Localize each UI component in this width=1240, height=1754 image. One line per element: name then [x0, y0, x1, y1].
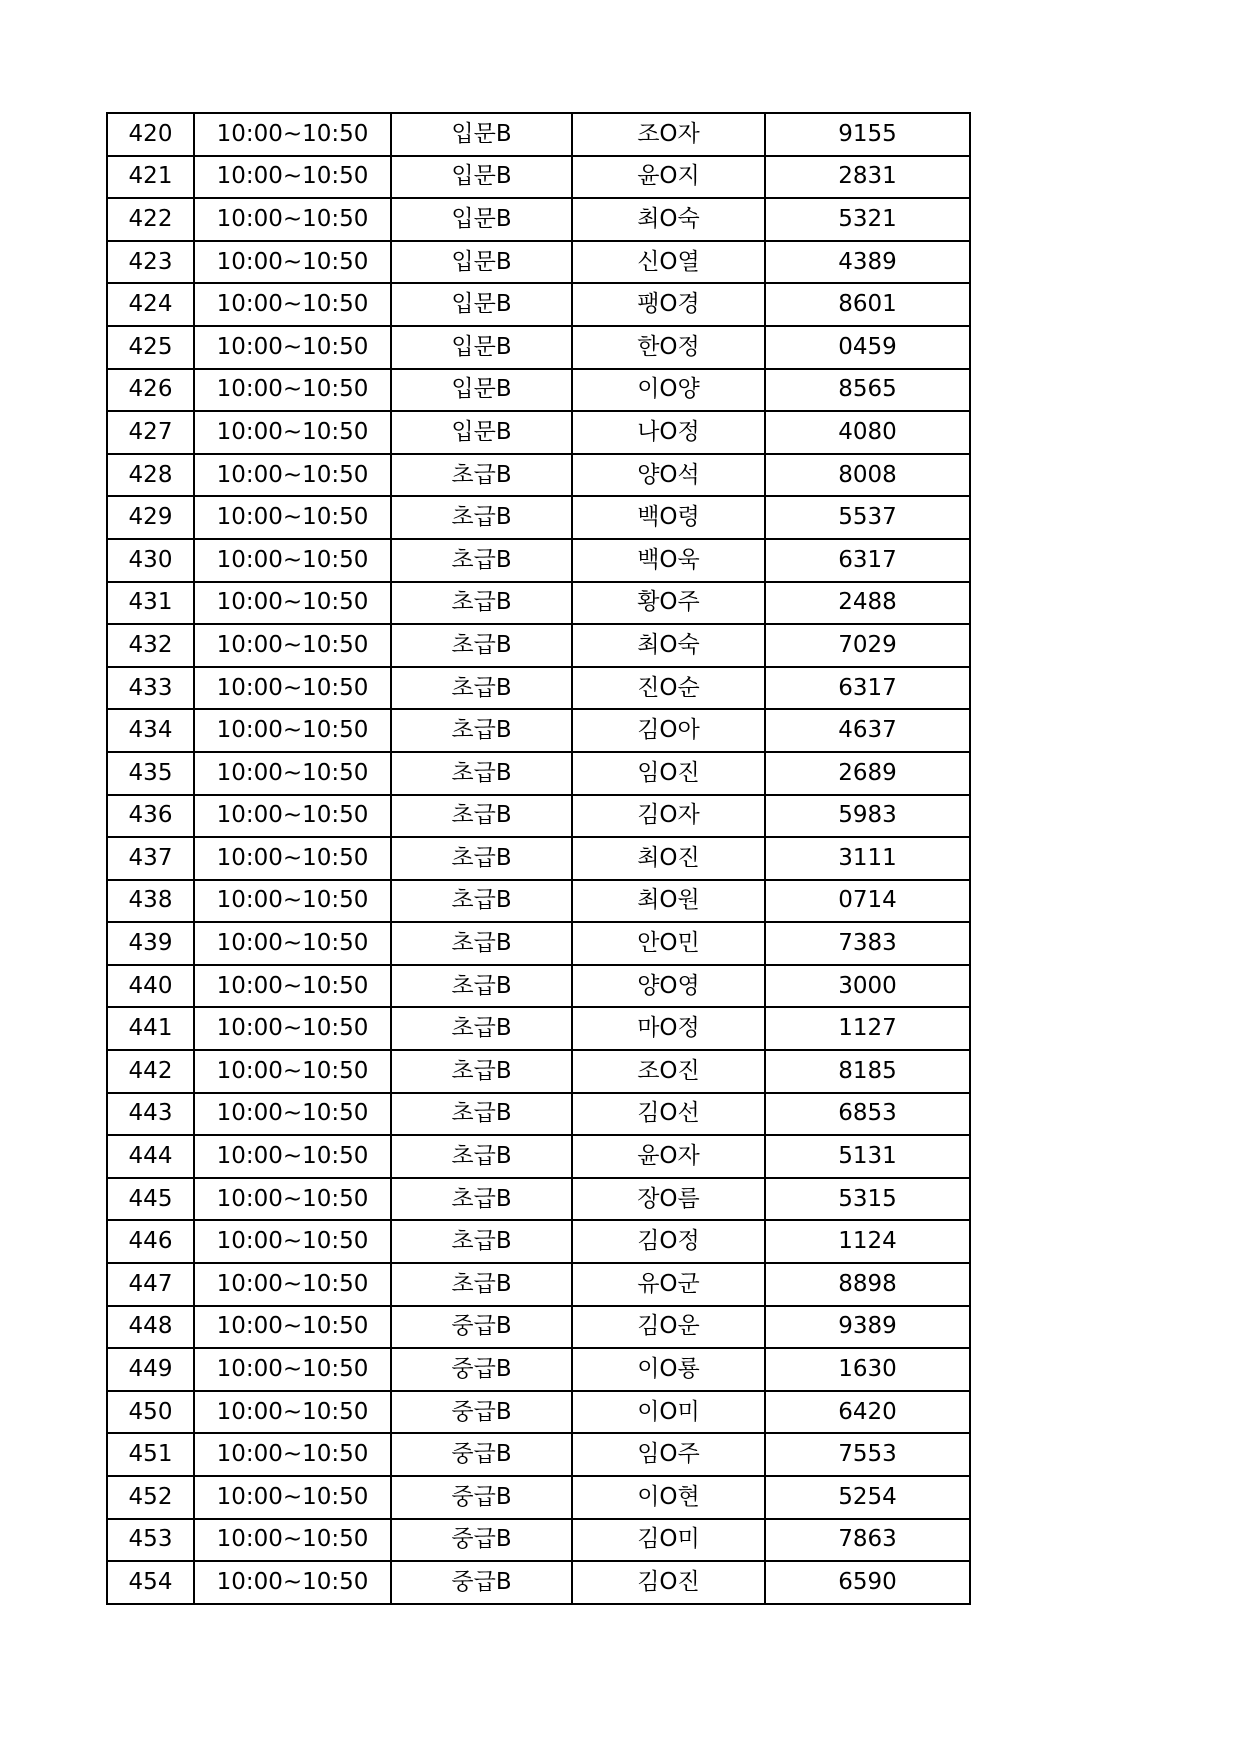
cell-time: 10:00~10:50	[194, 922, 391, 965]
table-row	[107, 496, 970, 539]
cell-level: 초급B	[391, 752, 572, 795]
cell-code: 9155	[765, 113, 970, 156]
table-row	[107, 326, 970, 369]
cell-time: 10:00~10:50	[194, 1220, 391, 1263]
table-row	[107, 1561, 970, 1604]
cell-level: 중급B	[391, 1306, 572, 1349]
cell-name: 황O주	[572, 582, 765, 625]
cell-name: 이O룡	[572, 1348, 765, 1391]
cell-time: 10:00~10:50	[194, 880, 391, 923]
cell-name: 이O양	[572, 369, 765, 412]
cell-code: 6590	[765, 1561, 970, 1604]
table-row	[107, 667, 970, 710]
cell-name: 최O숙	[572, 624, 765, 667]
cell-level: 초급B	[391, 1220, 572, 1263]
cell-number: 425	[107, 326, 194, 369]
cell-code: 8008	[765, 454, 970, 497]
table-row	[107, 369, 970, 412]
cell-level: 초급B	[391, 1263, 572, 1306]
table-row	[107, 795, 970, 838]
cell-code: 0714	[765, 880, 970, 923]
cell-time: 10:00~10:50	[194, 156, 391, 199]
cell-number: 451	[107, 1433, 194, 1476]
table-row	[107, 156, 970, 199]
cell-time: 10:00~10:50	[194, 1433, 391, 1476]
cell-level: 중급B	[391, 1433, 572, 1476]
cell-name: 장O름	[572, 1178, 765, 1221]
cell-name: 임O진	[572, 752, 765, 795]
cell-name: 이O미	[572, 1391, 765, 1434]
cell-code: 1124	[765, 1220, 970, 1263]
cell-number: 450	[107, 1391, 194, 1434]
cell-level: 입문B	[391, 241, 572, 284]
cell-number: 437	[107, 837, 194, 880]
cell-code: 8601	[765, 283, 970, 326]
cell-number: 444	[107, 1135, 194, 1178]
cell-level: 초급B	[391, 1178, 572, 1221]
table-row	[107, 1519, 970, 1562]
cell-number: 441	[107, 1007, 194, 1050]
cell-time: 10:00~10:50	[194, 582, 391, 625]
table-row	[107, 1391, 970, 1434]
cell-level: 중급B	[391, 1348, 572, 1391]
cell-code: 7863	[765, 1519, 970, 1562]
cell-level: 초급B	[391, 582, 572, 625]
cell-number: 423	[107, 241, 194, 284]
cell-code: 6420	[765, 1391, 970, 1434]
table-row	[107, 1050, 970, 1093]
cell-number: 428	[107, 454, 194, 497]
cell-code: 5321	[765, 198, 970, 241]
cell-level: 입문B	[391, 369, 572, 412]
cell-level: 입문B	[391, 198, 572, 241]
cell-name: 신O열	[572, 241, 765, 284]
cell-time: 10:00~10:50	[194, 496, 391, 539]
cell-name: 이O현	[572, 1476, 765, 1519]
cell-code: 4080	[765, 411, 970, 454]
cell-time: 10:00~10:50	[194, 667, 391, 710]
cell-code: 6853	[765, 1093, 970, 1136]
cell-number: 424	[107, 283, 194, 326]
cell-number: 446	[107, 1220, 194, 1263]
cell-code: 8185	[765, 1050, 970, 1093]
cell-time: 10:00~10:50	[194, 411, 391, 454]
table-row	[107, 709, 970, 752]
table-row	[107, 1093, 970, 1136]
cell-time: 10:00~10:50	[194, 795, 391, 838]
cell-name: 김O정	[572, 1220, 765, 1263]
cell-level: 중급B	[391, 1391, 572, 1434]
cell-time: 10:00~10:50	[194, 1391, 391, 1434]
cell-time: 10:00~10:50	[194, 1348, 391, 1391]
cell-number: 449	[107, 1348, 194, 1391]
cell-number: 429	[107, 496, 194, 539]
table-row	[107, 582, 970, 625]
cell-level: 중급B	[391, 1519, 572, 1562]
table-row	[107, 113, 970, 156]
cell-level: 초급B	[391, 795, 572, 838]
cell-number: 427	[107, 411, 194, 454]
cell-code: 8898	[765, 1263, 970, 1306]
cell-time: 10:00~10:50	[194, 1476, 391, 1519]
cell-code: 7553	[765, 1433, 970, 1476]
table-row	[107, 1433, 970, 1476]
cell-code: 5537	[765, 496, 970, 539]
cell-number: 440	[107, 965, 194, 1008]
table-row	[107, 922, 970, 965]
cell-level: 초급B	[391, 624, 572, 667]
cell-number: 430	[107, 539, 194, 582]
cell-name: 최O진	[572, 837, 765, 880]
cell-number: 422	[107, 198, 194, 241]
cell-number: 443	[107, 1093, 194, 1136]
table-row	[107, 1306, 970, 1349]
cell-level: 입문B	[391, 411, 572, 454]
table-row	[107, 965, 970, 1008]
cell-level: 입문B	[391, 156, 572, 199]
cell-time: 10:00~10:50	[194, 752, 391, 795]
cell-time: 10:00~10:50	[194, 1135, 391, 1178]
cell-level: 초급B	[391, 667, 572, 710]
cell-name: 김O아	[572, 709, 765, 752]
table-row	[107, 1135, 970, 1178]
cell-number: 426	[107, 369, 194, 412]
table-row	[107, 283, 970, 326]
cell-number: 452	[107, 1476, 194, 1519]
table-row	[107, 1263, 970, 1306]
cell-name: 조O진	[572, 1050, 765, 1093]
cell-number: 448	[107, 1306, 194, 1349]
table-row	[107, 241, 970, 284]
cell-name: 백O령	[572, 496, 765, 539]
cell-name: 김O진	[572, 1561, 765, 1604]
cell-time: 10:00~10:50	[194, 965, 391, 1008]
cell-name: 윤O지	[572, 156, 765, 199]
cell-level: 초급B	[391, 539, 572, 582]
cell-code: 4389	[765, 241, 970, 284]
cell-level: 입문B	[391, 326, 572, 369]
table-row	[107, 752, 970, 795]
cell-code: 2689	[765, 752, 970, 795]
cell-name: 백O욱	[572, 539, 765, 582]
cell-code: 5131	[765, 1135, 970, 1178]
cell-time: 10:00~10:50	[194, 1306, 391, 1349]
cell-name: 안O민	[572, 922, 765, 965]
cell-level: 초급B	[391, 496, 572, 539]
cell-name: 임O주	[572, 1433, 765, 1476]
cell-time: 10:00~10:50	[194, 624, 391, 667]
cell-code: 5983	[765, 795, 970, 838]
table-row	[107, 1007, 970, 1050]
cell-number: 454	[107, 1561, 194, 1604]
cell-level: 초급B	[391, 1050, 572, 1093]
cell-name: 한O정	[572, 326, 765, 369]
table-row	[107, 539, 970, 582]
table-row	[107, 454, 970, 497]
cell-level: 초급B	[391, 922, 572, 965]
cell-code: 1630	[765, 1348, 970, 1391]
cell-name: 양O영	[572, 965, 765, 1008]
cell-name: 최O숙	[572, 198, 765, 241]
table-row	[107, 1476, 970, 1519]
cell-name: 유O군	[572, 1263, 765, 1306]
cell-number: 439	[107, 922, 194, 965]
cell-code: 9389	[765, 1306, 970, 1349]
cell-name: 윤O자	[572, 1135, 765, 1178]
cell-time: 10:00~10:50	[194, 198, 391, 241]
cell-code: 8565	[765, 369, 970, 412]
cell-code: 4637	[765, 709, 970, 752]
cell-code: 6317	[765, 667, 970, 710]
cell-time: 10:00~10:50	[194, 1050, 391, 1093]
cell-level: 초급B	[391, 454, 572, 497]
cell-code: 3000	[765, 965, 970, 1008]
table-row	[107, 1178, 970, 1221]
cell-number: 432	[107, 624, 194, 667]
cell-time: 10:00~10:50	[194, 709, 391, 752]
cell-number: 445	[107, 1178, 194, 1221]
cell-time: 10:00~10:50	[194, 241, 391, 284]
cell-time: 10:00~10:50	[194, 539, 391, 582]
cell-code: 5315	[765, 1178, 970, 1221]
cell-level: 중급B	[391, 1561, 572, 1604]
table-row	[107, 624, 970, 667]
table-row	[107, 411, 970, 454]
cell-time: 10:00~10:50	[194, 326, 391, 369]
cell-code: 2831	[765, 156, 970, 199]
cell-number: 433	[107, 667, 194, 710]
cell-time: 10:00~10:50	[194, 1093, 391, 1136]
cell-time: 10:00~10:50	[194, 454, 391, 497]
cell-code: 6317	[765, 539, 970, 582]
cell-number: 431	[107, 582, 194, 625]
cell-name: 김O선	[572, 1093, 765, 1136]
cell-level: 초급B	[391, 1093, 572, 1136]
cell-time: 10:00~10:50	[194, 1561, 391, 1604]
table-row	[107, 1220, 970, 1263]
cell-time: 10:00~10:50	[194, 1007, 391, 1050]
cell-level: 중급B	[391, 1476, 572, 1519]
cell-number: 447	[107, 1263, 194, 1306]
table-row	[107, 880, 970, 923]
cell-time: 10:00~10:50	[194, 1263, 391, 1306]
cell-name: 양O석	[572, 454, 765, 497]
cell-code: 5254	[765, 1476, 970, 1519]
cell-number: 453	[107, 1519, 194, 1562]
cell-name: 나O정	[572, 411, 765, 454]
cell-name: 진O순	[572, 667, 765, 710]
cell-name: 조O자	[572, 113, 765, 156]
cell-time: 10:00~10:50	[194, 1519, 391, 1562]
cell-level: 입문B	[391, 283, 572, 326]
cell-time: 10:00~10:50	[194, 1178, 391, 1221]
cell-number: 421	[107, 156, 194, 199]
cell-level: 초급B	[391, 837, 572, 880]
cell-name: 팽O경	[572, 283, 765, 326]
table-body	[107, 113, 970, 1604]
cell-code: 0459	[765, 326, 970, 369]
cell-number: 438	[107, 880, 194, 923]
cell-time: 10:00~10:50	[194, 837, 391, 880]
cell-code: 3111	[765, 837, 970, 880]
registration-table	[106, 112, 971, 1605]
cell-number: 435	[107, 752, 194, 795]
cell-level: 입문B	[391, 113, 572, 156]
cell-level: 초급B	[391, 965, 572, 1008]
cell-number: 420	[107, 113, 194, 156]
cell-level: 초급B	[391, 880, 572, 923]
cell-name: 김O미	[572, 1519, 765, 1562]
cell-number: 434	[107, 709, 194, 752]
cell-time: 10:00~10:50	[194, 113, 391, 156]
cell-name: 마O정	[572, 1007, 765, 1050]
cell-code: 1127	[765, 1007, 970, 1050]
cell-name: 최O원	[572, 880, 765, 923]
cell-time: 10:00~10:50	[194, 369, 391, 412]
cell-level: 초급B	[391, 709, 572, 752]
cell-code: 2488	[765, 582, 970, 625]
table-row	[107, 1348, 970, 1391]
cell-name: 김O자	[572, 795, 765, 838]
table-row	[107, 837, 970, 880]
cell-time: 10:00~10:50	[194, 283, 391, 326]
table-row	[107, 198, 970, 241]
cell-number: 442	[107, 1050, 194, 1093]
cell-code: 7383	[765, 922, 970, 965]
cell-number: 436	[107, 795, 194, 838]
cell-name: 김O운	[572, 1306, 765, 1349]
cell-level: 초급B	[391, 1007, 572, 1050]
cell-level: 초급B	[391, 1135, 572, 1178]
cell-code: 7029	[765, 624, 970, 667]
